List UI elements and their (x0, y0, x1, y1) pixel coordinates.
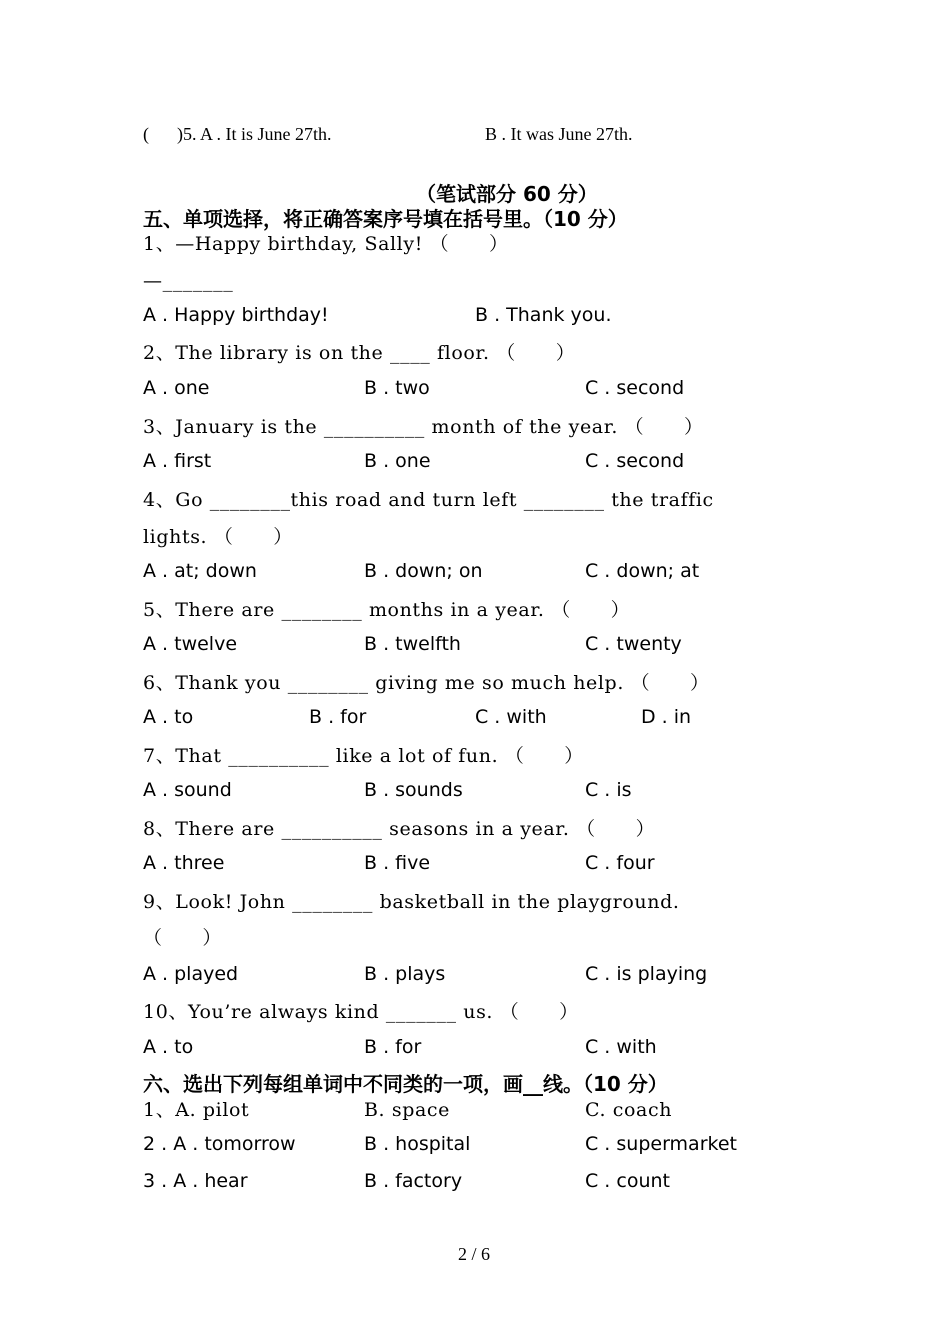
q5-option-b: B . twelfth (364, 633, 461, 655)
q1-option-b: B . Thank you. (475, 304, 612, 326)
q10-question: 10、You’re always kind _______ us. （ ） (143, 1001, 579, 1023)
q9-question-line1: 9、Look! John ________ basketball in the playground. (143, 891, 680, 913)
q6-option-c: C . with (475, 706, 547, 728)
q9-option-a: A . played (143, 963, 239, 985)
listening-q5-option-b: B . It was June 27th. (485, 124, 633, 144)
q10-option-a: A . to (143, 1036, 194, 1058)
q6-question: 6、Thank you ________ giving me so much help. （ ） (143, 672, 710, 694)
section6-title: 六、选出下列每组单词中不同类的一项，画__线。（10 分） (143, 1072, 668, 1096)
q2-option-c: C . second (585, 377, 685, 399)
q3-option-b: B . one (364, 450, 431, 472)
q4-option-c: C . down; at (585, 560, 700, 582)
q7-option-a: A . sound (143, 779, 232, 801)
group2-option-a: 2 . A . tomorrow (143, 1133, 296, 1155)
listening-q5-option-a: )5. A . It is June 27th. (177, 124, 332, 144)
q10-option-b: B . for (364, 1036, 422, 1058)
listening-q5-paren: ( (143, 124, 149, 144)
q1-question: 1、—Happy birthday, Sally! （ ） (143, 233, 509, 255)
q5-question: 5、There are ________ months in a year. （ ） (143, 599, 631, 621)
q8-question: 8、There are __________ seasons in a year. （ ） (143, 818, 656, 840)
group3-option-a: 3 . A . hear (143, 1170, 248, 1192)
group1-option-c: C. coach (585, 1099, 673, 1121)
q6-option-a: A . to (143, 706, 194, 728)
q9-option-c: C . is playing (585, 963, 708, 985)
group2-option-b: B . hospital (364, 1133, 471, 1155)
q4-option-b: B . down; on (364, 560, 483, 582)
q7-option-c: C . is (585, 779, 632, 801)
q3-option-a: A . first (143, 450, 212, 472)
q1-reply: —_______ (143, 270, 234, 292)
group3-option-b: B . factory (364, 1170, 463, 1192)
q9-question-line2: （ ） (143, 927, 223, 949)
q10-option-c: C . with (585, 1036, 657, 1058)
q7-option-b: B . sounds (364, 779, 463, 801)
q1-option-a: A . Happy birthday! (143, 304, 329, 326)
q2-option-a: A . one (143, 377, 210, 399)
q8-option-c: C . four (585, 852, 655, 874)
group3-option-c: C . count (585, 1170, 670, 1192)
q4-question-line1: 4、Go ________this road and turn left ________ the traffic (143, 489, 714, 511)
q4-option-a: A . at; down (143, 560, 257, 582)
q9-option-b: B . plays (364, 963, 446, 985)
q8-option-b: B . five (364, 852, 431, 874)
q6-option-d: D . in (641, 706, 692, 728)
q4-question-line2: lights. （ ） (143, 526, 293, 548)
group1-option-a: 1、A. pilot (143, 1099, 250, 1121)
group2-option-c: C . supermarket (585, 1133, 737, 1155)
q2-option-b: B . two (364, 377, 430, 399)
q3-option-c: C . second (585, 450, 685, 472)
q8-option-a: A . three (143, 852, 225, 874)
q7-question: 7、That __________ like a lot of fun. （ ） (143, 745, 584, 767)
q5-option-a: A . twelve (143, 633, 238, 655)
q3-question: 3、January is the __________ month of the year. （ ） (143, 416, 704, 438)
q5-option-c: C . twenty (585, 633, 682, 655)
q2-question: 2、The library is on the ____ floor. （ ） (143, 342, 576, 364)
section5-title: 五、单项选择，将正确答案序号填在括号里。（10 分） (143, 207, 628, 231)
group1-option-b: B. space (364, 1099, 450, 1121)
q6-option-b: B . for (309, 706, 367, 728)
page-number: 2 / 6 (458, 1244, 491, 1264)
written-part-header: （笔试部分 60 分） (416, 182, 598, 206)
